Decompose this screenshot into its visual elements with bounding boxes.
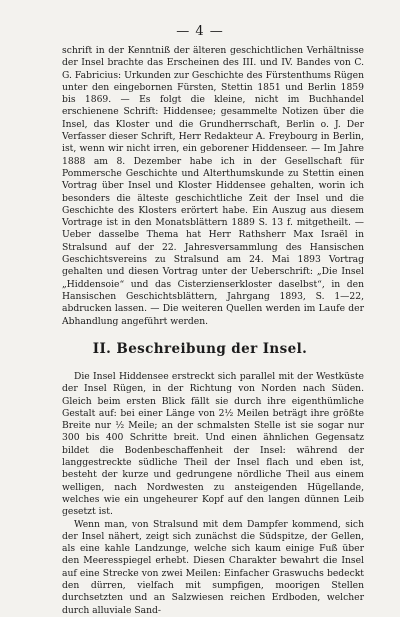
paragraph: Wenn man, von Stralsund mit dem Dampfer kommend, sich der Insel nähert, zeigt sich zunächst die Südspitze, der Gellen, als eine kahle Landzunge, welche sich kaum einige Fuß über den Meeresspiegel erhebt. Diesen Charakter bewahrt die Insel auf eine Strecke von zwei Meilen: Einfacher Graswuchs bedeckt den dürren, vielfach mit sumpfigen, moorigen Stellen durchsetzten und an Salzwiesen reichen Erdboden, welcher durch alluviale Sand-	[62, 518, 364, 616]
page-number: — 4 —	[176, 24, 224, 39]
paragraph: Die Insel Hiddensee erstreckt sich parallel mit der Westküste der Insel Rügen, in der Richtung von Norden nach Süden. Gleich beim ersten Blick fällt sie durch ihre eigenthümliche Gestalt auf: bei einer Länge von 2½ Meilen beträgt ihre größte Breite nur ½ Meile; an der schmalsten Stelle ist sie sogar nur 300 bis 400 Schritte breit. Und einen ähnlichen Gegensatz bildet die Bodenbeschaffenheit der Insel: während der langgestreckte südliche Theil der Insel flach und eben ist, besteht der kurze und gedrungene nördliche Theil aus einem welligen, nach Nordwesten zu ansteigenden Hügellande, welches wie ein ungeheurer Kopf auf den langen dünnen Leib gesetzt ist.	[62, 371, 364, 518]
description-text-block	[62, 371, 364, 617]
paragraph: schrift in der Kenntniß der älteren geschichtlichen Verhältnisse der Insel brachte das Erscheinen des III. und IV. Bandes von C. G. Fabricius: Urkunden zur Geschichte des Fürstenthums Rügen unter den eingebornen Fürsten, Stettin 1851 und Berlin 1859 bis 1869. — Es folgt die kleine, nicht im Buchhandel erschienene Schrift: Hiddensee; gesammelte Notizen über die Insel, das Kloster und die Grundherrschaft, Berlin o. J. Der Verfasser dieser Schrift, Herr Redakteur A. Freybourg in Berlin, ist, wenn wir nicht irren, ein geborener Hiddenseer. — Im Jahre 1888 am 8. Dezember habe ich in der Gesellschaft für Pommersche Geschichte und Alterthumskunde zu Stettin einen Vortrag über Insel und Kloster Hiddensee gehalten, worin ich besonders die älteste geschichtliche Zeit der Insel und die Geschichte des Klosters erörtert habe. Ein Auszug aus diesem Vortrage ist in den Monatsblättern 1889 S. 13 f. mitgetheilt. — Ueber dasselbe Thema hat Herr Rathsherr Max Israël in Stralsund auf der 22. Jahresversammlung des Hansischen Geschichtsvereins zu Stralsund am 24. Mai 1893 Vortrag gehalten und diesen Vortrag unter der Ueberschrift: „Die Insel „Hiddensoie“ und das Cisterzienserkloster daselbst“, in den Hansischen Geschichtsblättern, Jahrgang 1893, S. 1—22, abdrucken lassen. — Die weiteren Quellen werden im Laufe der Abhandlung angeführt werden.	[62, 45, 364, 327]
intro-text-block	[62, 45, 364, 328]
section-heading: II. Beschreibung der Insel.	[92, 341, 308, 357]
